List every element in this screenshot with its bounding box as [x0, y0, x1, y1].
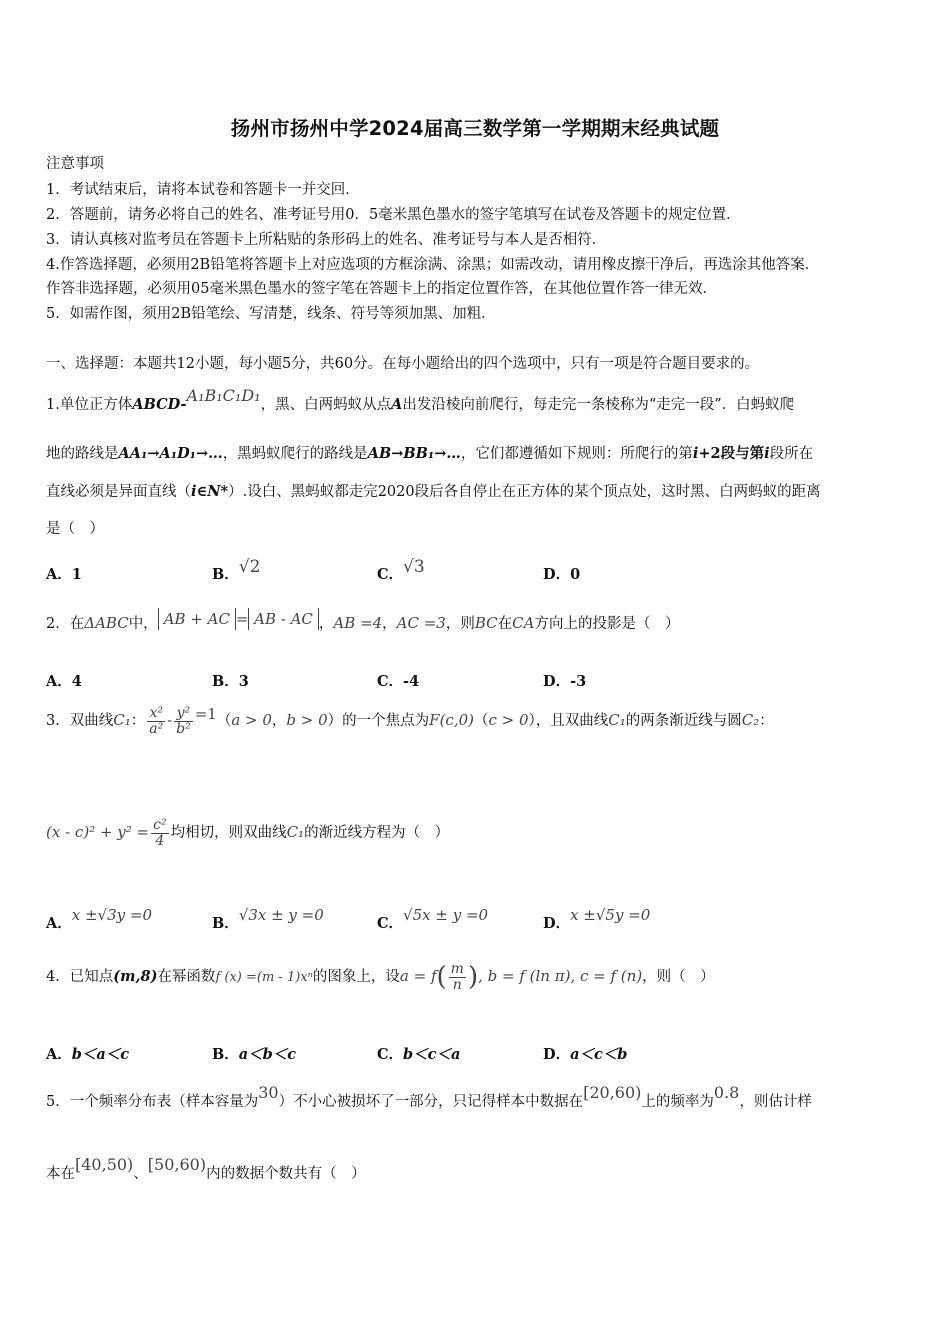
q2-option-c: C．-4: [377, 673, 420, 690]
q4-option-d: D．a＜c＜b: [543, 1046, 628, 1063]
white-ant-path: AA₁→A₁D₁→…: [118, 445, 223, 462]
q1-line-3: 直线必须是异面直线（i∈N*）.设白、黑蚂蚁都走完2020段后各自停止在正方体的某个顶点处，这时黑、白两蚂蚁的距离: [46, 483, 821, 500]
q1-option-c: C．√3: [377, 557, 425, 583]
q5-line-2: 本在[40,50)、[50,60)内的数据个数共有（ ）: [46, 1155, 366, 1182]
note-item: 1．考试结束后，请将本试卷和答题卡一并交回．: [46, 182, 360, 198]
circle-equation: (x - c)² + y² =: [46, 823, 150, 842]
q3-fraction-y: $\frac{\text{y²}}{\text{b²}}$: [176, 705, 191, 737]
interval-40-50: [40,50): [75, 1155, 134, 1174]
q2-line-1: 2．在ΔABC中， AB + AC = AB - AC ，AB =4，AC =3，则BC在CA方向上的投影是（ ）: [46, 610, 680, 632]
q1-vertices: A₁B₁C₁D₁: [186, 386, 261, 405]
q3-fraction-c: $\frac{\text{c²}}{4}$: [153, 817, 167, 849]
power-function: f (x) =(m - 1)xⁿ: [215, 970, 313, 986]
exam-title: 扬州市扬州中学2024届高三数学第一学期期末经典试题: [230, 117, 720, 140]
section-heading: 一、选择题：本题共12小题，每小题5分，共60分。在每小题给出的四个选项中，只有一项是符合题目要求的。: [46, 356, 760, 372]
q2-abs-sum: AB + AC: [158, 608, 236, 630]
q1-line-2: 地的路线是AA₁→A₁D₁→…，黑蚂蚁爬行的路线是AB→BB₁→…，它们都遵循如下规则：所爬行的第i+2段与第i段所在: [46, 445, 814, 462]
q3-option-c: C．√5x ± y =0: [377, 906, 489, 932]
q1-option-b: B．√2: [212, 557, 261, 583]
q4-fraction-mn: $\frac{m}{n}$: [450, 961, 464, 993]
note-item: 3．请认真核对监考员在答题卡上所粘贴的条形码上的姓名、准考证号与本人是否相符．: [46, 232, 607, 248]
notes-heading: 注意事项: [46, 156, 104, 172]
q1-option-d: D．0: [543, 566, 581, 583]
q1-line-1: 1.单位正方体ABCD-A₁B₁C₁D₁，黑、白两蚂蚁从点A出发沿棱向前爬行，每走完一条棱称为“走完一段”．白蚂蚁爬: [46, 386, 795, 413]
interval-20-60: [20,60): [583, 1083, 642, 1102]
q1-option-a: A．1: [46, 566, 82, 583]
note-item: 作答非选择题，必须用05毫米黑色墨水的签字笔在答题卡上的指定位置作答，在其他位置作答一律无效．: [46, 281, 717, 297]
black-ant-path: AB→BB₁→…: [367, 445, 461, 462]
q4-option-b: B．a＜b＜c: [212, 1046, 297, 1063]
q4-option-c: C．b＜c＜a: [377, 1046, 461, 1063]
q3-fraction-x: $\frac{\text{x²}}{\text{a²}}$: [149, 705, 164, 737]
q3-option-d: D．x ±√5y =0: [543, 906, 651, 932]
q1-line-4: 是（ ）: [46, 521, 104, 537]
q4-option-a: A．b＜a＜c: [46, 1046, 130, 1063]
q3-option-a: A．x ±√3y =0: [46, 906, 153, 932]
q3-line-1: 3．双曲线C₁： $\frac{\text{x²}}{\text{a²}}$ - $\frac{\text{y²}}{\text{b²}}$ =1（a > 0，b > 0）的一个焦点为F(c,0)（c > 0），且双曲线C₁的两条渐近线与圆C₂：: [46, 705, 774, 737]
q2-option-d: D．-3: [543, 673, 587, 690]
note-item: 4.作答选择题，必须用2B铅笔将答题卡上对应选项的方框涂满、涂黑；如需改动，请用橡皮擦干净后，再选涂其他答案．: [46, 257, 820, 273]
q5-line-1: 5．一个频率分布表（样本容量为30）不小心被损坏了一部分，只记得样本中数据在[20,60)上的频率为0.8，则估计样: [46, 1083, 812, 1110]
note-item: 5．如需作图，须用2B铅笔绘、写清楚，线条、符号等须加黑、加粗．: [46, 306, 496, 322]
q4-line-1: 4．已知点(m,8)在幂函数f (x) =(m - 1)xⁿ的图象上，设a = f( $\frac{m}{n}$ ), b = f (ln π), c = f (n)，则（ ）: [46, 961, 715, 993]
q2-option-b: B．3: [212, 673, 249, 690]
q3-option-b: B．√3x ± y =0: [212, 906, 324, 932]
q3-line-2: (x - c)² + y² = $\frac{\text{c²}}{4}$ 均相切，则双曲线C₁的渐近线方程为（ ）: [46, 817, 450, 849]
q2-abs-diff: AB - AC: [248, 608, 319, 630]
q2-option-a: A．4: [46, 673, 82, 690]
interval-50-60: [50,60): [147, 1155, 207, 1174]
note-item: 2．答题前，请务必将自己的姓名、准考证号用0．5毫米黑色墨水的签字笔填写在试卷及答题卡的规定位置．: [46, 207, 741, 223]
